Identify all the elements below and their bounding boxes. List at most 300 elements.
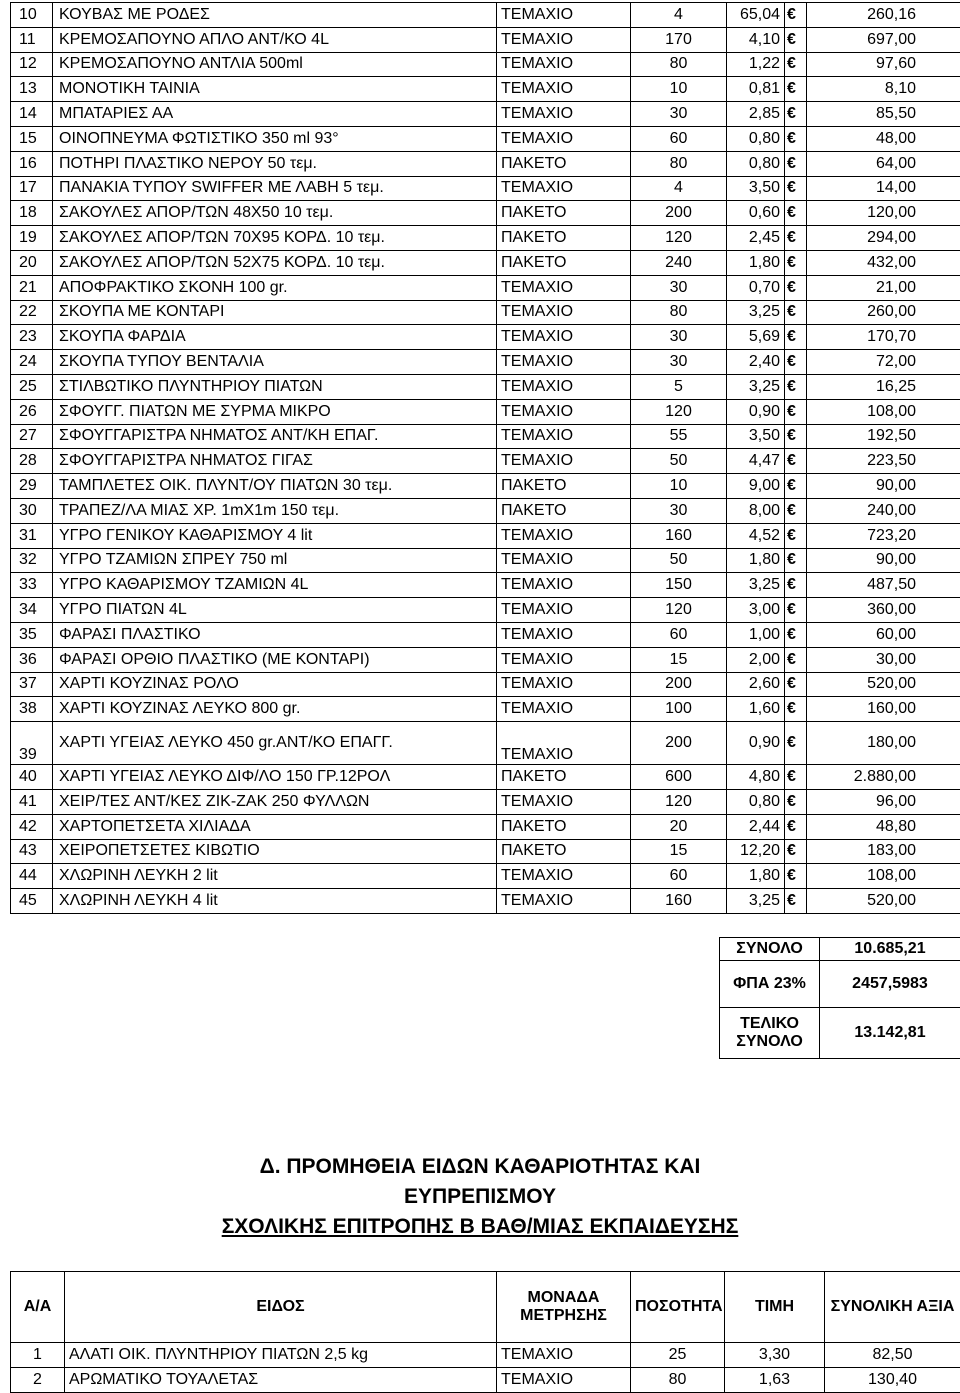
item-total: 21,00 (807, 275, 960, 300)
item-unit: ΤΕΜΑΧΙΟ (497, 573, 631, 598)
table-row (11, 697, 960, 722)
euro-symbol: € (785, 722, 807, 765)
section-title-line3: ΣΧΟΛΙΚΗΣ ΕΠΙΤΡΟΠΗΣ Β ΒΑΘ/ΜΙΑΣ ΕΚΠΑΙΔΕΥΣΗΣ (221, 1215, 739, 1238)
table-row (11, 449, 960, 474)
item-number: 2 (11, 1368, 65, 1393)
item-total: 170,70 (807, 325, 960, 350)
item-number: 12 (11, 52, 53, 77)
item-total: 14,00 (807, 176, 960, 201)
item-quantity: 15 (631, 839, 727, 864)
item-unit: ΤΕΜΑΧΙΟ (497, 697, 631, 722)
item-quantity: 150 (631, 573, 727, 598)
item-description: ΦΑΡΑΣΙ ΠΛΑΣΤΙΚΟ (53, 622, 497, 647)
item-description: ΥΓΡΟ ΤΖΑΜΙΩΝ ΣΠΡΕΥ 750 ml (53, 548, 497, 573)
euro-symbol: € (785, 226, 807, 251)
item-quantity: 25 (631, 1343, 725, 1368)
item-quantity: 60 (631, 126, 727, 151)
item-quantity: 200 (631, 722, 727, 765)
euro-symbol: € (785, 350, 807, 375)
item-description: ΑΠΟΦΡΑΚΤΙΚΟ ΣΚΟΝΗ 100 gr. (53, 275, 497, 300)
table-row (11, 598, 960, 623)
item-number: 41 (11, 789, 53, 814)
item-number: 40 (11, 765, 53, 790)
item-quantity: 30 (631, 498, 727, 523)
item-unit: ΤΕΜΑΧΙΟ (497, 102, 631, 127)
item-price: 0,80 (727, 151, 785, 176)
euro-symbol: € (785, 647, 807, 672)
item-quantity: 120 (631, 789, 727, 814)
item-quantity: 60 (631, 864, 727, 889)
item-unit: ΤΕΜΑΧΙΟ (497, 864, 631, 889)
item-number: 39 (11, 722, 53, 765)
item-total: 697,00 (807, 27, 960, 52)
grand-total-value: 13.142,81 (820, 1008, 960, 1059)
item-description: ΧΑΡΤΙ ΥΓΕΙΑΣ ΛΕΥΚΟ ΔΙΦ/ΛΟ 150 ΓΡ.12ΡΟΛ (53, 765, 497, 790)
item-quantity: 200 (631, 672, 727, 697)
item-unit: ΤΕΜΑΧΙΟ (497, 548, 631, 573)
item-quantity: 50 (631, 449, 727, 474)
item-price: 1,63 (725, 1368, 825, 1393)
item-total: 130,40 (825, 1368, 960, 1393)
item-total: 432,00 (807, 250, 960, 275)
euro-symbol: € (785, 77, 807, 102)
header-quantity: ΠΟΣΟΤΗΤΑ (631, 1272, 725, 1343)
item-quantity: 120 (631, 399, 727, 424)
item-quantity: 30 (631, 325, 727, 350)
item-description: ΜΟΝΟΤΙΚΗ ΤΑΙΝΙΑ (53, 77, 497, 102)
item-quantity: 30 (631, 102, 727, 127)
item-total: 72,00 (807, 350, 960, 375)
items-table (10, 2, 960, 914)
item-total: 48,00 (807, 126, 960, 151)
item-number: 44 (11, 864, 53, 889)
item-price: 3,25 (727, 300, 785, 325)
item-number: 33 (11, 573, 53, 598)
item-total: 520,00 (807, 889, 960, 914)
header-price: ΤΙΜΗ (725, 1272, 825, 1343)
item-price: 5,69 (727, 325, 785, 350)
euro-symbol: € (785, 449, 807, 474)
euro-symbol: € (785, 864, 807, 889)
item-unit: ΤΕΜΑΧΙΟ (497, 789, 631, 814)
item-description: ΧΛΩΡΙΝΗ ΛΕΥΚΗ 2 lit (53, 864, 497, 889)
item-quantity: 20 (631, 814, 727, 839)
table-row (11, 300, 960, 325)
euro-symbol: € (785, 598, 807, 623)
item-unit: ΤΕΜΑΧΙΟ (497, 399, 631, 424)
item-description: ΚΡΕΜΟΣΑΠΟΥΝΟ ΑΝΤΛΙΑ 500ml (53, 52, 497, 77)
table-row (11, 151, 960, 176)
item-number: 19 (11, 226, 53, 251)
item-total: 520,00 (807, 672, 960, 697)
grand-total-row (720, 1008, 960, 1059)
item-total: 160,00 (807, 697, 960, 722)
item-description: ΥΓΡΟ ΚΑΘΑΡΙΣΜΟΥ ΤΖΑΜΙΩΝ 4L (53, 573, 497, 598)
sum-label: ΣΥΝΟΛΟ (720, 938, 820, 961)
item-price: 3,30 (725, 1343, 825, 1368)
item-total: 48,80 (807, 814, 960, 839)
item-price: 12,20 (727, 839, 785, 864)
item-unit: ΤΕΜΑΧΙΟ (497, 374, 631, 399)
item-unit: ΠΑΚΕΤΟ (497, 498, 631, 523)
euro-symbol: € (785, 201, 807, 226)
item-total: 82,50 (825, 1343, 960, 1368)
item-number: 37 (11, 672, 53, 697)
item-quantity: 80 (631, 1368, 725, 1393)
item-description: ΠΑΝΑΚΙΑ ΤΥΠΟΥ SWIFFER ΜΕ ΛΑΒΗ 5 τεμ. (53, 176, 497, 201)
item-price: 0,90 (727, 722, 785, 765)
item-description: ΣΦΟΥΓΓ. ΠΙΑΤΩΝ ΜΕ ΣΥΡΜΑ ΜΙΚΡΟ (53, 399, 497, 424)
item-number: 31 (11, 523, 53, 548)
item-price: 4,80 (727, 765, 785, 790)
item-price: 2,60 (727, 672, 785, 697)
item-price: 3,25 (727, 374, 785, 399)
item-total: 85,50 (807, 102, 960, 127)
item-total: 180,00 (807, 722, 960, 765)
item-quantity: 15 (631, 647, 727, 672)
item-number: 25 (11, 374, 53, 399)
item-price: 0,60 (727, 201, 785, 226)
item-quantity: 30 (631, 275, 727, 300)
item-unit: ΤΕΜΑΧΙΟ (497, 647, 631, 672)
item-description: ΚΡΕΜΟΣΑΠΟΥΝΟ ΑΠΛΟ ΑΝΤ/ΚΟ 4L (53, 27, 497, 52)
item-number: 13 (11, 77, 53, 102)
item-unit: ΤΕΜΑΧΙΟ (497, 598, 631, 623)
item-price: 0,70 (727, 275, 785, 300)
item-number: 23 (11, 325, 53, 350)
item-description: ΣΤΙΛΒΩΤΙΚΟ ΠΛΥΝΤΗΡΙΟΥ ΠΙΑΤΩΝ (53, 374, 497, 399)
table-row (11, 399, 960, 424)
item-unit: ΠΑΚΕΤΟ (497, 250, 631, 275)
item-price: 0,80 (727, 789, 785, 814)
item-price: 1,80 (727, 864, 785, 889)
item-quantity: 100 (631, 697, 727, 722)
table-row (11, 548, 960, 573)
item-price: 3,50 (727, 424, 785, 449)
header-unit: ΜΟΝΑΔΑ ΜΕΤΡΗΣΗΣ (497, 1272, 631, 1343)
item-total: 90,00 (807, 474, 960, 499)
item-price: 1,80 (727, 250, 785, 275)
item-quantity: 80 (631, 300, 727, 325)
item-number: 18 (11, 201, 53, 226)
item-price: 8,00 (727, 498, 785, 523)
item-unit: ΤΕΜΑΧΙΟ (497, 523, 631, 548)
table-row (11, 722, 960, 765)
item-price: 3,25 (727, 889, 785, 914)
euro-symbol: € (785, 126, 807, 151)
table-row (11, 523, 960, 548)
item-description: ΧΛΩΡΙΝΗ ΛΕΥΚΗ 4 lit (53, 889, 497, 914)
item-price: 3,00 (727, 598, 785, 623)
euro-symbol: € (785, 697, 807, 722)
item-description: ΧΕΙΡΟΠΕΤΣΕΤΕΣ ΚΙΒΩΤΙΟ (53, 839, 497, 864)
item-total: 183,00 (807, 839, 960, 864)
section-title-line1: Δ. ΠΡΟΜΗΘΕΙΑ ΕΙΔΩΝ ΚΑΘΑΡΙΟΤΗΤΑΣ ΚΑΙ (259, 1155, 701, 1178)
item-description: ΦΑΡΑΣΙ ΟΡΘΙΟ ΠΛΑΣΤΙΚΟ (ΜΕ ΚΟΝΤΑΡΙ) (53, 647, 497, 672)
item-unit: ΤΕΜΑΧΙΟ (497, 126, 631, 151)
euro-symbol: € (785, 889, 807, 914)
header-row (11, 1272, 960, 1343)
table-row (11, 275, 960, 300)
table-row (11, 765, 960, 790)
table-row (11, 864, 960, 889)
item-quantity: 4 (631, 176, 727, 201)
item-unit: ΤΕΜΑΧΙΟ (497, 672, 631, 697)
item-unit: ΤΕΜΑΧΙΟ (497, 176, 631, 201)
item-unit: ΤΕΜΑΧΙΟ (497, 77, 631, 102)
item-unit: ΠΑΚΕΤΟ (497, 226, 631, 251)
item-quantity: 5 (631, 374, 727, 399)
table-row (11, 3, 960, 28)
euro-symbol: € (785, 523, 807, 548)
table-row (11, 647, 960, 672)
table-row (11, 814, 960, 839)
item-unit: ΤΕΜΑΧΙΟ (497, 275, 631, 300)
item-price: 4,52 (727, 523, 785, 548)
euro-symbol: € (785, 325, 807, 350)
item-price: 0,80 (727, 126, 785, 151)
item-number: 20 (11, 250, 53, 275)
item-description: ΠΟΤΗΡΙ ΠΛΑΣΤΙΚΟ ΝΕΡΟΥ 50 τεμ. (53, 151, 497, 176)
table-row (11, 52, 960, 77)
euro-symbol: € (785, 622, 807, 647)
item-quantity: 160 (631, 889, 727, 914)
item-unit: ΤΕΜΑΧΙΟ (497, 52, 631, 77)
item-description: ΣΑΚΟΥΛΕΣ ΑΠΟΡ/ΤΩΝ 70Χ95 ΚΟΡΔ. 10 τεμ. (53, 226, 497, 251)
item-unit: ΤΕΜΑΧΙΟ (497, 622, 631, 647)
item-total: 2.880,00 (807, 765, 960, 790)
grand-total-label: ΤΕΛΙΚΟ ΣΥΝΟΛΟ (720, 1008, 820, 1059)
item-total: 96,00 (807, 789, 960, 814)
sum-row (720, 938, 960, 961)
item-quantity: 50 (631, 548, 727, 573)
item-total: 8,10 (807, 77, 960, 102)
item-number: 15 (11, 126, 53, 151)
euro-symbol: € (785, 250, 807, 275)
item-unit: ΤΕΜΑΧΙΟ (497, 722, 631, 765)
item-description: ΧΕΙΡ/ΤΕΣ ΑΝΤ/ΚΕΣ ΖΙΚ-ΖΑΚ 250 ΦΥΛΛΩΝ (53, 789, 497, 814)
item-unit: ΠΑΚΕΤΟ (497, 201, 631, 226)
item-number: 1 (11, 1343, 65, 1368)
item-number: 45 (11, 889, 53, 914)
euro-symbol: € (785, 548, 807, 573)
table-row (11, 201, 960, 226)
item-number: 22 (11, 300, 53, 325)
item-number: 24 (11, 350, 53, 375)
euro-symbol: € (785, 474, 807, 499)
header-total: ΣΥΝΟΛΙΚΗ ΑΞΙΑ (825, 1272, 960, 1343)
euro-symbol: € (785, 27, 807, 52)
item-quantity: 170 (631, 27, 727, 52)
item-total: 64,00 (807, 151, 960, 176)
item-total: 723,20 (807, 523, 960, 548)
item-description: ΣΚΟΥΠΑ ΤΥΠΟΥ ΒΕΝΤΑΛΙΑ (53, 350, 497, 375)
item-quantity: 10 (631, 474, 727, 499)
header-aa: Α/Α (11, 1272, 65, 1343)
item-price: 2,40 (727, 350, 785, 375)
item-description: ΚΟΥΒΑΣ ΜΕ ΡΟΔΕΣ (53, 3, 497, 28)
item-description: ΤΡΑΠΕΖ/ΛΑ ΜΙΑΣ ΧΡ. 1mX1m 150 τεμ. (53, 498, 497, 523)
item-price: 2,00 (727, 647, 785, 672)
table-row (11, 126, 960, 151)
item-number: 11 (11, 27, 53, 52)
item-price: 1,22 (727, 52, 785, 77)
item-number: 35 (11, 622, 53, 647)
item-price: 3,50 (727, 176, 785, 201)
euro-symbol: € (785, 102, 807, 127)
item-total: 108,00 (807, 864, 960, 889)
item-quantity: 200 (631, 201, 727, 226)
table-row (11, 573, 960, 598)
item-number: 27 (11, 424, 53, 449)
item-number: 16 (11, 151, 53, 176)
euro-symbol: € (785, 814, 807, 839)
table-row (11, 250, 960, 275)
vat-row (720, 961, 960, 1008)
item-description: ΟΙΝΟΠΝΕΥΜΑ ΦΩΤΙΣΤΙΚΟ 350 ml 93° (53, 126, 497, 151)
item-unit: ΤΕΜΑΧΙΟ (497, 1368, 631, 1393)
euro-symbol: € (785, 498, 807, 523)
euro-symbol: € (785, 176, 807, 201)
euro-symbol: € (785, 765, 807, 790)
item-number: 43 (11, 839, 53, 864)
item-unit: ΤΕΜΑΧΙΟ (497, 1343, 631, 1368)
euro-symbol: € (785, 52, 807, 77)
table-row (11, 27, 960, 52)
item-price: 0,81 (727, 77, 785, 102)
item-unit: ΤΕΜΑΧΙΟ (497, 449, 631, 474)
euro-symbol: € (785, 300, 807, 325)
section-d-table (10, 1271, 960, 1393)
euro-symbol: € (785, 672, 807, 697)
section-title-line2: ΕΥΠΡΕΠΙΣΜΟΥ (403, 1185, 557, 1208)
item-price: 1,80 (727, 548, 785, 573)
item-description: ΣΑΚΟΥΛΕΣ ΑΠΟΡ/ΤΩΝ 48Χ50 10 τεμ. (53, 201, 497, 226)
item-price: 2,44 (727, 814, 785, 839)
item-quantity: 160 (631, 523, 727, 548)
table-row (11, 1343, 960, 1368)
table-row (11, 226, 960, 251)
item-price: 1,60 (727, 697, 785, 722)
item-description: ΤΑΜΠΛΕΤΕΣ ΟΙΚ. ΠΛΥΝΤ/ΟΥ ΠΙΑΤΩΝ 30 τεμ. (53, 474, 497, 499)
item-total: 360,00 (807, 598, 960, 623)
item-price: 3,25 (727, 573, 785, 598)
item-quantity: 120 (631, 226, 727, 251)
item-total: 487,50 (807, 573, 960, 598)
item-price: 4,10 (727, 27, 785, 52)
item-description: ΣΚΟΥΠΑ ΜΕ ΚΟΝΤΑΡΙ (53, 300, 497, 325)
item-number: 14 (11, 102, 53, 127)
item-description: ΧΑΡΤΙ ΚΟΥΖΙΝΑΣ ΛΕΥΚΟ 800 gr. (53, 697, 497, 722)
item-quantity: 55 (631, 424, 727, 449)
item-unit: ΤΕΜΑΧΙΟ (497, 889, 631, 914)
item-total: 97,60 (807, 52, 960, 77)
item-description: ΣΑΚΟΥΛΕΣ ΑΠΟΡ/ΤΩΝ 52Χ75 ΚΟΡΔ. 10 τεμ. (53, 250, 497, 275)
item-number: 29 (11, 474, 53, 499)
item-unit: ΠΑΚΕΤΟ (497, 474, 631, 499)
item-quantity: 80 (631, 52, 727, 77)
euro-symbol: € (785, 399, 807, 424)
euro-symbol: € (785, 374, 807, 399)
item-number: 21 (11, 275, 53, 300)
euro-symbol: € (785, 839, 807, 864)
table-row (11, 889, 960, 914)
item-description: ΣΚΟΥΠΑ ΦΑΡΔΙΑ (53, 325, 497, 350)
item-unit: ΤΕΜΑΧΙΟ (497, 424, 631, 449)
item-total: 192,50 (807, 424, 960, 449)
item-total: 223,50 (807, 449, 960, 474)
table-row (11, 498, 960, 523)
euro-symbol: € (785, 789, 807, 814)
item-unit: ΠΑΚΕΤΟ (497, 839, 631, 864)
item-quantity: 600 (631, 765, 727, 790)
item-description: ΧΑΡΤΙ ΚΟΥΖΙΝΑΣ ΡΟΛΟ (53, 672, 497, 697)
item-number: 34 (11, 598, 53, 623)
table-row (11, 622, 960, 647)
item-total: 60,00 (807, 622, 960, 647)
item-total: 260,16 (807, 3, 960, 28)
vat-value: 2457,5983 (820, 961, 960, 1008)
table-row (11, 325, 960, 350)
item-total: 16,25 (807, 374, 960, 399)
table-row (11, 350, 960, 375)
item-total: 108,00 (807, 399, 960, 424)
item-price: 0,90 (727, 399, 785, 424)
item-unit: ΤΕΜΑΧΙΟ (497, 3, 631, 28)
table-row (11, 1368, 960, 1393)
item-total: 294,00 (807, 226, 960, 251)
item-price: 4,47 (727, 449, 785, 474)
euro-symbol: € (785, 151, 807, 176)
item-quantity: 80 (631, 151, 727, 176)
item-number: 38 (11, 697, 53, 722)
table-row (11, 102, 960, 127)
table-row (11, 672, 960, 697)
item-unit: ΤΕΜΑΧΙΟ (497, 300, 631, 325)
item-number: 10 (11, 3, 53, 28)
item-quantity: 4 (631, 3, 727, 28)
table-row (11, 839, 960, 864)
totals-table (719, 937, 960, 1059)
sum-value: 10.685,21 (820, 938, 960, 961)
item-number: 36 (11, 647, 53, 672)
table-row (11, 789, 960, 814)
item-total: 260,00 (807, 300, 960, 325)
item-unit: ΠΑΚΕΤΟ (497, 765, 631, 790)
item-price: 2,45 (727, 226, 785, 251)
item-number: 17 (11, 176, 53, 201)
item-quantity: 10 (631, 77, 727, 102)
item-total: 120,00 (807, 201, 960, 226)
item-number: 30 (11, 498, 53, 523)
item-description: ΣΦΟΥΓΓΑΡΙΣΤΡΑ ΝΗΜΑΤΟΣ ΑΝΤ/ΚΗ ΕΠΑΓ. (53, 424, 497, 449)
item-description: ΧΑΡΤΟΠΕΤΣΕΤΑ ΧΙΛΙΑΔΑ (53, 814, 497, 839)
item-quantity: 30 (631, 350, 727, 375)
item-unit: ΤΕΜΑΧΙΟ (497, 325, 631, 350)
item-price: 9,00 (727, 474, 785, 499)
item-total: 240,00 (807, 498, 960, 523)
item-unit: ΠΑΚΕΤΟ (497, 151, 631, 176)
item-quantity: 240 (631, 250, 727, 275)
item-description: ΑΡΩΜΑΤΙΚΟ ΤΟΥΑΛΕΤΑΣ (65, 1368, 497, 1393)
item-description: ΧΑΡΤΙ ΥΓΕΙΑΣ ΛΕΥΚΟ 450 gr.ΑΝΤ/ΚΟ ΕΠΑΓΓ. (53, 722, 497, 765)
item-price: 65,04 (727, 3, 785, 28)
euro-symbol: € (785, 275, 807, 300)
item-price: 1,00 (727, 622, 785, 647)
item-description: ΑΛΑΤΙ ΟΙΚ. ΠΛΥΝΤΗΡΙΟΥ ΠΙΑΤΩΝ 2,5 kg (65, 1343, 497, 1368)
table-row (11, 374, 960, 399)
euro-symbol: € (785, 3, 807, 28)
